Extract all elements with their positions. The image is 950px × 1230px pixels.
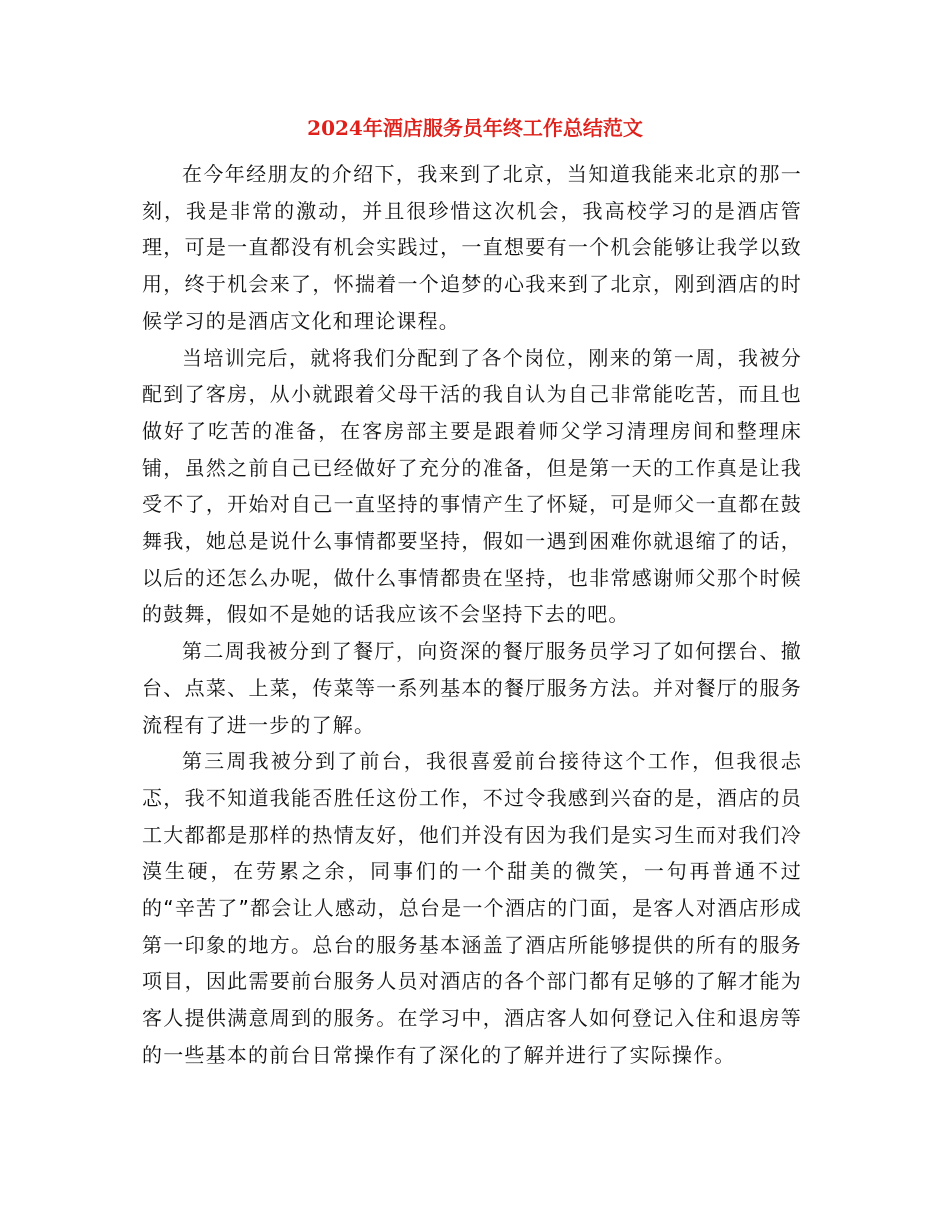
- paragraph-restaurant: 第二周我被分到了餐厅，向资深的餐厅服务员学习了如何摆台、撤台、点菜、上菜，传菜等一系列基本的餐厅服务方法。并对餐厅的服务流程有了进一步的了解。: [142, 639, 802, 737]
- paragraph-intro: 在今年经朋友的介绍下，我来到了北京，当知道我能来北京的那一刻，我是非常的激动，并且很珍惜这次机会，我高校学习的是酒店管理，可是一直都没有机会实践过，一直想要有一个机会能够让我学以致用，终于机会来了，怀揣着一个追梦的心我来到了北京，刚到酒店的时候学习的是酒店文化和理论课程。: [142, 162, 802, 333]
- paragraph-front-desk: 第三周我被分到了前台，我很喜爱前台接待这个工作，但我很忐忑，我不知道我能否胜任这份工作，不过令我感到兴奋的是，酒店的员工大都都是那样的热情友好，他们并没有因为我们是实习生而对我们冷漠生硬，在劳累之余，同事们的一个甜美的微笑，一句再普通不过的“辛苦了”都会让人感动，总台是一个酒店的门面，是客人对酒店形成第一印象的地方。总台的服务基本涵盖了酒店所能够提供的所有的服务项目，因此需要前台服务人员对酒店的各个部门都有足够的了解才能为客人提供满意周到的服务。在学习中，酒店客人如何登记入住和退房等的一些基本的前台日常操作有了深化的了解并进行了实际操作。: [142, 749, 802, 1067]
- document-body: [142, 156, 802, 1074]
- paragraph-housekeeping: 当培训完后，就将我们分配到了各个岗位，刚来的第一周，我被分配到了客房，从小就跟着父母干活的我自认为自己非常能吃苦，而且也做好了吃苦的准备，在客房部主要是跟着师父学习清理房间和整理床铺，虽然之前自己已经做好了充分的准备，但是第一天的工作真是让我受不了，开始对自己一直坚持的事情产生了怀疑，可是师父一直都在鼓舞我，她总是说什么事情都要坚持，假如一遇到困难你就退缩了的话，以后的还怎么办呢，做什么事情都贵在坚持，也非常感谢师父那个时候的鼓舞，假如不是她的话我应该不会坚持下去的吧。: [142, 345, 802, 627]
- document-title: 2024年酒店服务员年终工作总结范文: [307, 116, 643, 140]
